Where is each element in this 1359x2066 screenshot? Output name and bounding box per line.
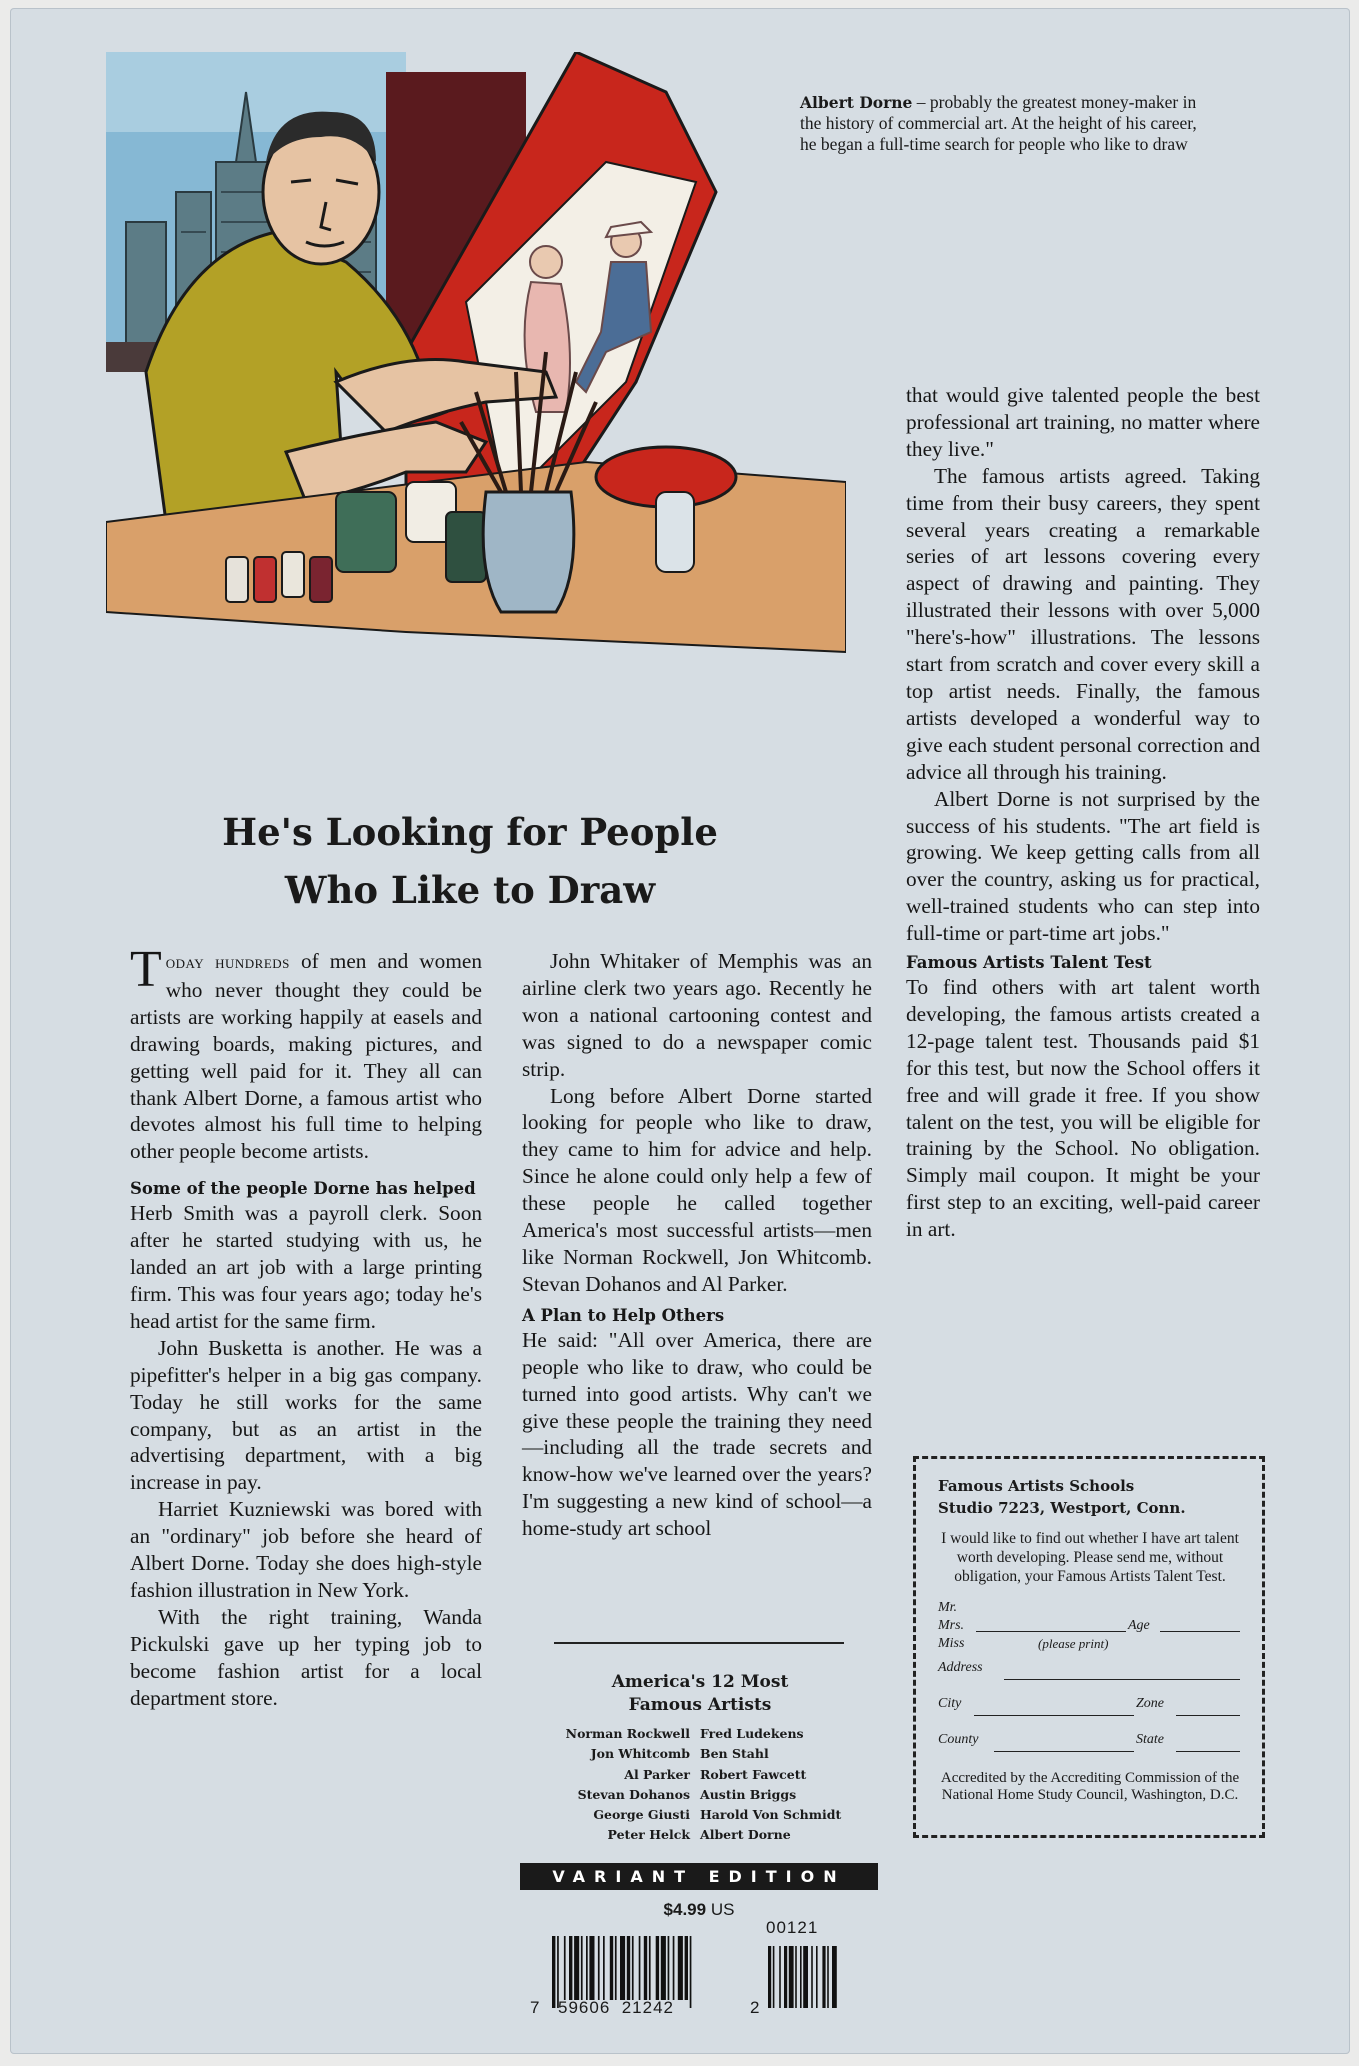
artist-name: Al Parker xyxy=(624,1766,690,1782)
barcode-bar xyxy=(615,1936,617,2000)
barcode-bar xyxy=(673,1936,675,2000)
intro-paragraph xyxy=(130,941,482,1165)
drop-cap: T xyxy=(130,941,162,998)
coupon-county-field[interactable] xyxy=(938,1732,1242,1756)
barcode-main-digits: 59606 21242 xyxy=(558,1998,674,2017)
barcode-addon-bar xyxy=(789,1946,794,2008)
barcode-check-digit: 2 xyxy=(750,1998,760,2017)
artist-name: Fred Ludekens xyxy=(700,1726,804,1741)
headline-line-1: He's Looking for People xyxy=(222,810,718,854)
coupon-age-blank[interactable] xyxy=(1160,1631,1240,1632)
barcode-addon-bar xyxy=(803,1946,808,2008)
barcode-bar xyxy=(620,1936,625,2000)
caption-text: – probably the greatest money-maker in the history of commercial art. At the height of his career, he began a full-time search for people who like to draw xyxy=(800,92,1197,154)
barcode-bar xyxy=(656,1936,659,2000)
barcode-bar xyxy=(598,1936,600,2000)
coupon-mrs-field[interactable] xyxy=(938,1618,1242,1636)
artists-divider xyxy=(554,1642,844,1644)
coupon-mrs-label: Mrs. xyxy=(938,1618,965,1633)
coupon-miss-field xyxy=(938,1636,1242,1656)
coupon-city-label: City xyxy=(938,1696,962,1711)
comic-back-cover xyxy=(10,8,1350,2054)
mail-coupon[interactable] xyxy=(913,1456,1265,1838)
coupon-address-field[interactable] xyxy=(938,1660,1242,1684)
coupon-studio-address: Studio 7223, Westport, Conn. xyxy=(938,1499,1186,1517)
barcode-bar xyxy=(569,1936,572,2000)
price-value: $4.99 xyxy=(663,1900,707,1919)
barcode-addon-bar xyxy=(784,1946,787,2008)
cover-price xyxy=(520,1900,878,1920)
coupon-city-field[interactable] xyxy=(938,1696,1242,1720)
coupon-school-name: Famous Artists Schools xyxy=(938,1477,1135,1495)
artist-name: Albert Dorne xyxy=(700,1827,791,1843)
headline-line-2: Who Like to Draw xyxy=(284,868,656,912)
continuation-paragraph: that would give talented people the best professional art training, no matter where they live." xyxy=(906,383,1260,461)
artists-title-line-1: America's 12 Most xyxy=(611,1672,789,1692)
herb-smith-paragraph: Herb Smith was a payroll clerk. Soon after he started studying with us, he landed an art job with a large printing firm. This was four years ago; today he's head artist for the same firm. xyxy=(130,1201,482,1333)
talent-test-paragraph: To find others with art talent worth developing, the famous artists created a 12-page talent test. Thousands paid $1 for this test, but now the School offers it free and will grade it free. If you show talent on the test, you will be eligible for training by the School. No obligation. Simply mail coupon. It might be your first step to an exciting, well-paid career in art. xyxy=(906,975,1260,1242)
barcode-addon-bar xyxy=(800,1946,802,2008)
barcode-bar xyxy=(644,1936,647,2000)
intro-rest: of men and women who never thought they could be artists are working happily at easels and drawing boards, making pictures, and getting well paid for it. They all can thank Albert Dorne, a famous artist who devotes almost his full time to helping other people become artists. xyxy=(130,949,482,1164)
barcode-bar xyxy=(678,1936,683,2000)
barcode-bar xyxy=(610,1936,613,2000)
body-column-1 xyxy=(130,941,482,1711)
artist-name: Peter Helck xyxy=(607,1827,690,1843)
plan-paragraph: He said: "All over America, there are people who like to draw, who could be turned into good artists. Why can't we give these people the training they need—including all the trade secrets and know-how we've learned over the years? I'm suggesting a new kind of school—a home-study art school xyxy=(522,1327,872,1541)
subhead-people-helped: Some of the people Dorne has helped xyxy=(130,1179,476,1199)
barcode-bar xyxy=(564,1936,566,2000)
barcode-addon-digits: 00121 xyxy=(766,1918,819,1937)
barcode-addon-bar xyxy=(811,1946,813,2008)
albert-dorne-illustration xyxy=(106,52,846,792)
barcode-addon-bar xyxy=(816,1946,818,2008)
not-surprised-paragraph: Albert Dorne is not surprised by the success of his students. "The art field is growing. We keep getting calls from all over the country, asking us for practical, well-trained students who can step into full-time or part-time art jobs." xyxy=(906,786,1260,946)
barcode-addon-bar xyxy=(822,1946,825,2008)
artist-name: Jon Whitcomb xyxy=(590,1746,690,1762)
coupon-request-text: I would like to find out whether I have art talent worth developing. Please send me, without obligation, your Famous Artists Talent Test. xyxy=(941,1530,1239,1585)
barcode-bar xyxy=(632,1936,634,2000)
coupon-address-blank[interactable] xyxy=(1004,1679,1240,1680)
barcode-bar xyxy=(690,1936,692,2008)
artist-name: Stevan Dohanos xyxy=(577,1786,690,1802)
coupon-city-blank[interactable] xyxy=(974,1715,1134,1716)
barcode-bar xyxy=(552,1936,555,2008)
artist-name: George Giusti xyxy=(593,1807,690,1823)
artist-name: Harold Von Schmidt xyxy=(700,1807,842,1823)
john-busketta-paragraph: John Busketta is another. He was a pipefitter's helper in a big gas company. Today he still works for the same company, but as an artist in the advertising department, with a big increase in pay. xyxy=(130,1335,482,1495)
barcode-bar xyxy=(661,1936,666,2000)
coupon-county-label: County xyxy=(938,1732,979,1747)
barcode-left-digit: 7 xyxy=(530,1998,540,2017)
intro-smallcaps: oday hundreds xyxy=(165,952,290,973)
subhead-talent-test: Famous Artists Talent Test xyxy=(906,953,1152,973)
coupon-zone-label: Zone xyxy=(1136,1696,1164,1711)
coupon-mr-field[interactable] xyxy=(938,1600,1242,1618)
barcode-bar xyxy=(627,1936,630,2000)
barcode-bar xyxy=(639,1936,641,2000)
barcode-bar xyxy=(603,1936,605,2000)
barcode-addon-bar xyxy=(832,1946,837,2008)
wanda-pickulski-paragraph: With the right training, Wanda Pickulski gave up her typing job to become fashion artist for a local department store. xyxy=(130,1604,482,1710)
coupon-state-blank[interactable] xyxy=(1176,1751,1240,1752)
coupon-please-print: (please print) xyxy=(1038,1636,1109,1651)
caption-name: Albert Dorne xyxy=(800,93,913,112)
john-whitaker-paragraph: John Whitaker of Memphis was an airline clerk two years ago. Recently he won a national cartooning contest and was signed to do a newspaper comic strip. xyxy=(522,949,872,1081)
coupon-miss-label: Miss xyxy=(938,1636,965,1651)
variant-edition-banner: VARIANT EDITION xyxy=(520,1863,878,1890)
artist-name: Robert Fawcett xyxy=(700,1766,807,1782)
harriet-kuzniewski-paragraph: Harriet Kuzniewski was bored with an "ordinary" job before she heard of Albert Dorne. Today she does high-style fashion illustration in New York. xyxy=(130,1497,482,1602)
barcode-addon-bar xyxy=(795,1946,797,2008)
artist-name: Austin Briggs xyxy=(700,1786,797,1802)
ad-headline xyxy=(160,803,780,919)
coupon-name-blank[interactable] xyxy=(976,1631,1126,1632)
illustration-caption xyxy=(800,92,1200,155)
barcode-bar xyxy=(589,1936,594,2000)
coupon-address-label: Address xyxy=(938,1660,983,1675)
barcode-bar xyxy=(649,1936,651,2000)
barcode-bar xyxy=(668,1936,670,2000)
artists-list xyxy=(520,1724,880,1846)
body-column-3 xyxy=(906,382,1260,1243)
famous-artists-agreed-paragraph: The famous artists agreed. Taking time from their busy careers, they spent several years creating a remarkable series of art lessons covering every aspect of drawing and painting. They illustrated their lessons with over 5,000 "here's-how" illustrations. The lessons start from scratch and cover every skill a top artist needs. Finally, the famous artists developed a wonderful way to give each student personal correction and advice all through his training. xyxy=(906,463,1260,784)
barcode-addon-bar xyxy=(773,1946,775,2008)
barcode-addon-bar xyxy=(768,1946,771,2008)
subhead-plan: A Plan to Help Others xyxy=(522,1305,725,1325)
coupon-state-label: State xyxy=(1136,1732,1164,1747)
coupon-accreditation: Accredited by the Accrediting Commission of the National Home Study Council, Washington, D.C. xyxy=(940,1770,1240,1803)
artist-name: Norman Rockwell xyxy=(565,1726,690,1741)
albert-dorne-paragraph: Long before Albert Dorne started looking for people who like to draw, they came to him for advice and help. Since he alone could only help a few of these people he called together America's most successful artists—men like Norman Rockwell, Jon Whitcomb. Stevan Dohanos and Al Parker. xyxy=(522,1083,872,1296)
barcode-addon-bar xyxy=(827,1946,829,2008)
body-column-2 xyxy=(522,948,872,1542)
barcode-bar xyxy=(581,1936,583,2000)
barcode-bar xyxy=(586,1936,588,2000)
barcode-bar xyxy=(685,1936,688,2000)
coupon-county-blank[interactable] xyxy=(994,1751,1134,1752)
artists-title xyxy=(530,1671,870,1717)
coupon-zone-blank[interactable] xyxy=(1176,1715,1240,1716)
price-currency: US xyxy=(710,1900,735,1919)
artist-name: Ben Stahl xyxy=(700,1746,769,1762)
coupon-age-label: Age xyxy=(1128,1618,1150,1633)
artists-title-line-2: Famous Artists xyxy=(628,1695,772,1715)
barcode-addon-bar xyxy=(779,1946,781,2008)
coupon-mr-label: Mr. xyxy=(938,1600,958,1615)
barcode-bar xyxy=(574,1936,579,2000)
